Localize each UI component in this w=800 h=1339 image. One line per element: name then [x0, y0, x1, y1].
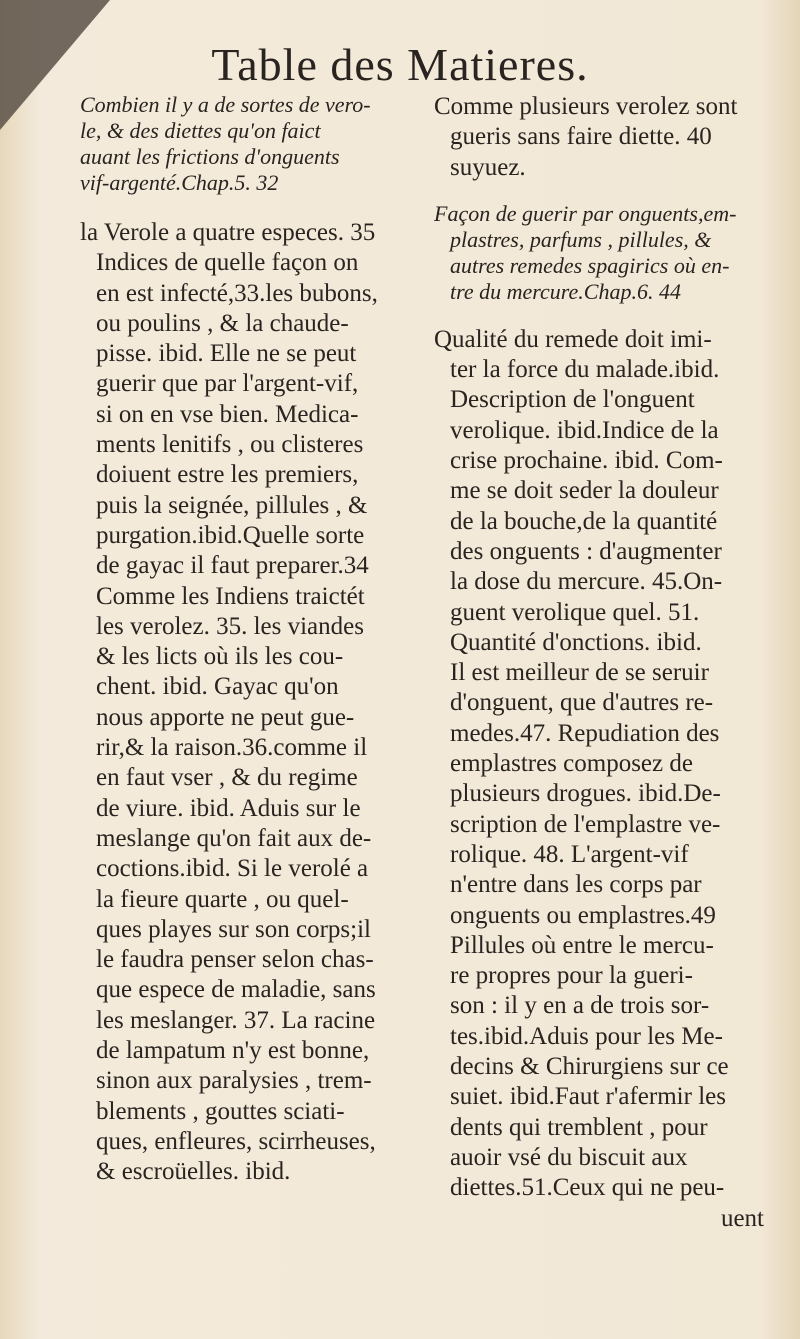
index-entry [80, 218, 410, 1188]
entry-line: meslange qu'on fait aux de- [96, 824, 372, 852]
entry-line: rolique. 48. L'argent-vif [450, 840, 689, 868]
entry-line: de gayac il faut preparer.34 [96, 552, 369, 580]
entry-line: crise prochaine. ibid. Com- [450, 447, 723, 475]
entry-line: d'onguent, que d'autres re- [450, 689, 714, 717]
entry-line: si on en vse bien. Medica- [96, 400, 359, 428]
entry-line: nous apporte ne peut gue- [96, 703, 355, 731]
entry-line: & les licts où ils les cou- [96, 643, 344, 671]
heading-line: auant les frictions d'onguents [80, 144, 340, 169]
entry-line: en est infecté,33.les bubons, [96, 279, 378, 307]
entry-line: la dose du mercure. 45.On- [450, 568, 723, 596]
entry-line: ques playes sur son corps;il [96, 915, 371, 943]
entry-line: auoir vsé du biscuit aux [450, 1143, 688, 1171]
entry-line: doiuent estre les premiers, [96, 461, 359, 489]
page-title: Table des Matieres. [211, 39, 589, 90]
right-column [434, 92, 774, 1252]
entry-line: onguents ou emplastres.49 [450, 901, 716, 929]
entry-line: medes.47. Repudiation des [450, 719, 720, 747]
entry-line: emplastres composez de [450, 750, 693, 778]
entry-line: verolique. ibid.Indice de la [450, 416, 719, 444]
entry-line: en faut vser , & du regime [96, 764, 358, 792]
entry-line: sinon aux paralysies , trem- [96, 1067, 372, 1095]
entry-line: de lampatum n'y est bonne, [96, 1037, 370, 1065]
entry-line: ques, enfleures, scirrheuses, [96, 1127, 376, 1155]
entry-line: coctions.ibid. Si le verolé a [96, 855, 369, 883]
chapter-5-heading [80, 92, 410, 196]
entry-line: diettes.51.Ceux qui ne peu- [450, 1174, 725, 1202]
entry-line: blements , gouttes sciati- [96, 1097, 345, 1125]
entry-line: Description de l'onguent [450, 386, 695, 414]
entry-line: ter la force du malade.ibid. [450, 356, 720, 384]
heading-line: vif-argenté.Chap.5. 32 [80, 170, 279, 195]
entry-line: ments lenitifs , ou clisteres [96, 431, 364, 459]
entry-line: plusieurs drogues. ibid.De- [450, 780, 721, 808]
entry-line: les verolez. 35. les viandes [96, 612, 364, 640]
entry-line: purgation.ibid.Quelle sorte [96, 521, 365, 549]
heading-line: Combien il y a de sortes de vero- [80, 92, 371, 117]
heading-line: plastres, parfums , pillules, & [450, 226, 712, 252]
entry-line: de la bouche,de la quantité [450, 507, 718, 535]
entry-line: re propres pour la gueri- [450, 962, 693, 990]
entry-line: decins & Chirurgiens sur ce [450, 1053, 729, 1081]
entry-line: rir,& la raison.36.comme il [96, 734, 368, 762]
entry-line: guent verolique quel. 51. [450, 598, 700, 626]
entry-line: Il est meilleur de se seruir [450, 659, 709, 687]
entry-line: scription de l'emplastre ve- [450, 810, 721, 838]
catchword: uent [720, 1204, 764, 1232]
left-column [80, 92, 410, 1206]
heading-line: le, & des diettes qu'on faict [80, 118, 321, 143]
heading-line: autres remedes spagirics où en- [450, 252, 730, 278]
entry-line: ou poulins , & la chaude- [96, 309, 349, 337]
entry-line: Quantité d'onctions. ibid. [450, 628, 702, 656]
entry-line: Qualité du remede doit imi- [434, 325, 712, 353]
entry-line: pisse. ibid. Elle ne se peut [96, 340, 357, 368]
entry-line: la Verole a quatre especes. 35 [80, 219, 376, 246]
entry-line: Indices de quelle façon on [96, 249, 359, 277]
entry-line: tes.ibid.Aduis pour les Me- [450, 1022, 723, 1050]
entry-line: la fieure quarte , ou quel- [96, 885, 349, 913]
entry-line: puis la seignée, pillules , & [96, 491, 368, 519]
entry-line: le faudra penser selon chas- [96, 946, 374, 974]
entry-line: dents qui tremblent , pour [450, 1113, 708, 1141]
index-entry [434, 92, 774, 183]
entry-line: & escroüelles. ibid. [96, 1158, 291, 1186]
entry-line: gueris sans faire diette. 40 [450, 123, 712, 151]
entry-line: suiet. ibid.Faut r'afermir les [450, 1083, 726, 1111]
entry-line: suyuez. [450, 153, 526, 181]
heading-line: tre du mercure.Chap.6. 44 [450, 278, 681, 304]
chapter-6-heading [434, 201, 774, 305]
entry-line: les meslanger. 37. La racine [96, 1006, 376, 1034]
entry-line: son : il y en a de trois sor- [450, 992, 710, 1020]
entry-line: Pillules où entre le mercu- [450, 931, 714, 959]
entry-line: n'entre dans les corps par [450, 871, 702, 899]
entry-line: Comme plusieurs verolez sont [434, 93, 738, 120]
entry-line: guerir que par l'argent-vif, [96, 370, 359, 398]
entry-line: que espece de maladie, sans [96, 976, 376, 1004]
entry-line: de viure. ibid. Aduis sur le [96, 794, 361, 822]
entry-line: me se doit seder la douleur [450, 477, 719, 505]
heading-line: Façon de guerir par onguents,em- [434, 200, 737, 226]
entry-line: chent. ibid. Gayac qu'on [96, 673, 339, 701]
entry-line: des onguents : d'augmenter [450, 537, 722, 565]
entry-line: Comme les Indiens traictét [96, 582, 365, 610]
index-entry [434, 325, 774, 1234]
